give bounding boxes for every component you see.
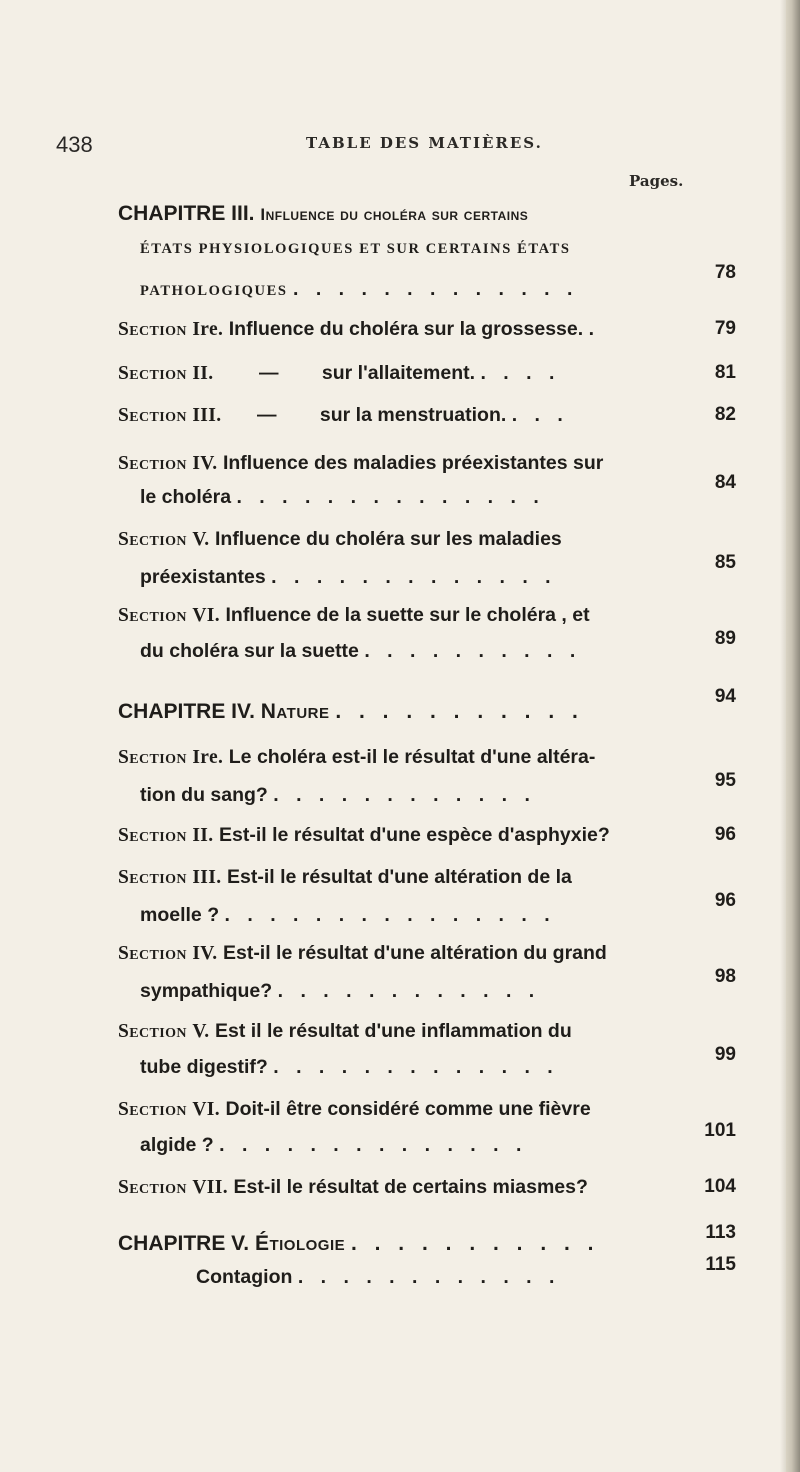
- running-head: TABLE DES MATIÈRES.: [306, 134, 543, 152]
- chapter-3-section-5-cont: préexistantes . . . . . . . . . . . . .: [140, 566, 557, 588]
- chapter-4-section-3: Section III. Est-il le résultat d'une altération de la: [118, 866, 572, 888]
- page-ref-94: 94: [714, 686, 736, 707]
- chapter-5-heading: CHAPITRE V. Étiologie . . . . . . . . . . .: [118, 1232, 600, 1255]
- chapter-3-section-4-cont: le choléra . . . . . . . . . . . . . .: [140, 486, 545, 508]
- chapter-3-section-4: Section IV. Influence des maladies préexistantes sur: [118, 452, 604, 474]
- chapter-4-section-7: Section VII. Est-il le résultat de certains miasmes?: [118, 1176, 588, 1198]
- page-ref-81: 81: [714, 362, 736, 383]
- chapter-4-section-2: Section II. Est-il le résultat d'une espèce d'asphyxie?: [118, 824, 610, 846]
- chapter-4-section-4-cont: sympathique? . . . . . . . . . . . .: [140, 980, 541, 1002]
- page-ref-95: 95: [714, 770, 736, 791]
- page-ref-101: 101: [704, 1120, 736, 1141]
- page-ref-98: 98: [714, 966, 736, 987]
- page-ref-78: 78: [714, 262, 736, 283]
- page-ref-113: 113: [705, 1222, 736, 1243]
- chapter-3-label: CHAPITRE III.: [118, 202, 255, 225]
- page-ref-84: 84: [714, 472, 736, 493]
- chapter-3-title-line-2: ÉTATS PHYSIOLOGIQUES ET SUR CERTAINS ÉTATS: [140, 241, 571, 257]
- chapter-4-section-5: Section V. Est il le résultat d'une inflammation du: [118, 1020, 572, 1042]
- chapter-4-section-3-cont: moelle ? . . . . . . . . . . . . . . .: [140, 904, 556, 926]
- page-ref-96-a: 96: [714, 824, 736, 845]
- page-ref-115: 115: [705, 1254, 736, 1275]
- chapter-3-section-3: Section III. — sur la menstruation. . . .: [118, 404, 569, 426]
- chapter-4-section-1: Section Ire. Le choléra est-il le résultat d'une altéra-: [118, 746, 596, 768]
- chapter-4-section-5-cont: tube digestif? . . . . . . . . . . . . .: [140, 1056, 559, 1078]
- chapter-3-heading: [118, 202, 528, 226]
- chapter-3-title-line-3: PATHOLOGIQUES . . . . . . . . . . . . .: [140, 278, 579, 300]
- page-ref-96-b: 96: [714, 890, 736, 911]
- chapter-4-heading: CHAPITRE IV. Nature . . . . . . . . . . .: [118, 700, 584, 723]
- page-number: 438: [56, 132, 93, 157]
- pages-column-label: Pages.: [629, 172, 684, 190]
- page-ref-82: 82: [714, 404, 736, 425]
- page-ref-85: 85: [714, 552, 736, 573]
- chapter-3-section-5: Section V. Influence du choléra sur les maladies: [118, 528, 562, 550]
- chapter-3-section-1: Section Ire. Influence du choléra sur la grossesse. .: [118, 318, 600, 340]
- chapter-3-title-1: Influence du choléra sur certains: [260, 205, 529, 224]
- chapter-3-section-2: Section II. — sur l'allaitement. . . . .: [118, 362, 561, 384]
- chapter-3-section-6: Section VI. Influence de la suette sur le choléra , et: [118, 604, 590, 626]
- chapter-5-contagion: Contagion . . . . . . . . . . . .: [196, 1266, 561, 1288]
- page-ref-79: 79: [714, 318, 736, 339]
- chapter-4-section-6: Section VI. Doit-il être considéré comme une fièvre: [118, 1098, 591, 1120]
- page-ref-104: 104: [704, 1176, 736, 1197]
- chapter-4-section-6-cont: algide ? . . . . . . . . . . . . . .: [140, 1134, 528, 1156]
- chapter-4-section-4: Section IV. Est-il le résultat d'une altération du grand: [118, 942, 607, 964]
- page-ref-89: 89: [714, 628, 736, 649]
- chapter-3-section-6-cont: du choléra sur la suette . . . . . . . . . .: [140, 640, 582, 662]
- chapter-4-section-1-cont: tion du sang? . . . . . . . . . . . .: [140, 784, 536, 806]
- page-ref-99: 99: [714, 1044, 736, 1065]
